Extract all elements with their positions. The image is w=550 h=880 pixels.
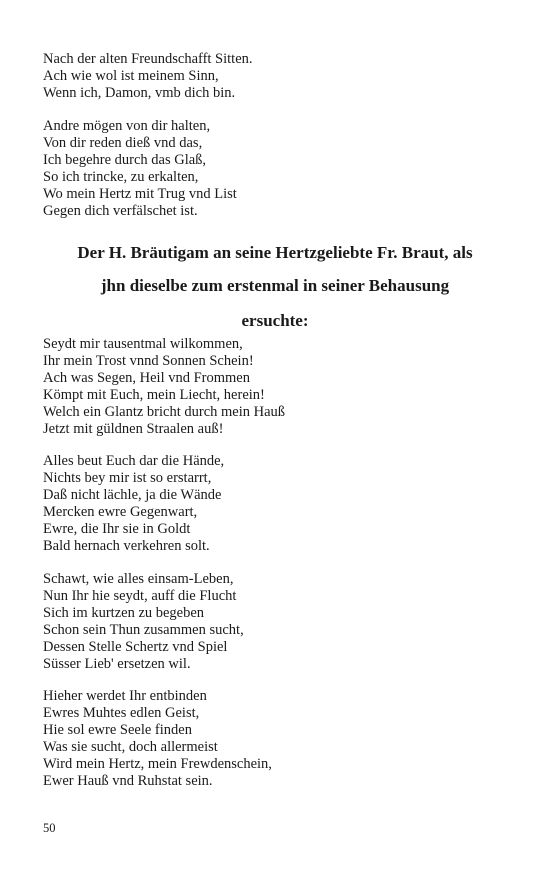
verse-line: Hie sol ewre Seele finden (43, 722, 192, 738)
verse-line: Hieher werdet Ihr entbinden (43, 688, 207, 704)
verse-line: Ich begehre durch das Glaß, (43, 152, 207, 168)
verse-line: Dessen Stelle Schertz vnd Spiel (43, 639, 228, 655)
verse-line: Ach wie wol ist meinem Sinn, (43, 68, 219, 84)
verse-line: Nun Ihr hie seydt, auff die Flucht (43, 588, 237, 604)
verse-line: Mercken ewre Gegenwart, (43, 504, 198, 520)
verse-line: Ach was Segen, Heil vnd Frommen (43, 370, 250, 386)
verse-line: Süsser Lieb' ersetzen wil. (43, 656, 191, 672)
verse-line: Wo mein Hertz mit Trug vnd List (43, 186, 237, 202)
verse-line: Schon sein Thun zusammen sucht, (43, 622, 244, 638)
verse-line: Andre mögen von dir halten, (43, 118, 211, 134)
verse-line: Ewre, die Ihr sie in Goldt (43, 521, 191, 537)
verse-line: So ich trincke, zu erkalten, (43, 169, 199, 185)
verse-line: Gegen dich verfälschet ist. (43, 203, 198, 219)
verse-line: Nichts bey mir ist so erstarrt, (43, 470, 212, 486)
verse-line: Nach der alten Freundschafft Sitten. (43, 51, 253, 67)
verse-line: Seydt mir tausentmal wilkommen, (43, 336, 243, 352)
verse-line: Wird mein Hertz, mein Frewdenschein, (43, 756, 272, 772)
verse-line: Jetzt mit güldnen Straalen auß! (43, 421, 224, 437)
verse-line: Daß nicht lächle, ja die Wände (43, 487, 222, 503)
verse-line: Alles beut Euch dar die Hände, (43, 453, 225, 469)
verse-line: Welch ein Glantz bricht durch mein Hauß (43, 404, 286, 420)
verse-line: Ihr mein Trost vnnd Sonnen Schein! (43, 353, 254, 369)
verse-line: Kömpt mit Euch, mein Liecht, herein! (43, 387, 265, 403)
verse-line: Bald hernach verkehren solt. (43, 538, 210, 554)
verse-line: Was sie sucht, doch allermeist (43, 739, 218, 755)
stanza-4 (43, 453, 224, 555)
verse-line: Von dir reden dieß vnd das, (43, 135, 203, 151)
verse-line: Ewer Hauß vnd Ruhstat sein. (43, 773, 213, 789)
stanza-6 (43, 688, 272, 790)
stanza-1 (43, 51, 253, 102)
poem-title-line-2: jhn dieselbe zum erstenmal in seiner Behausung (100, 276, 450, 295)
poem-title-line-3: ersuchte: (241, 311, 309, 330)
stanza-2 (43, 118, 237, 220)
stanza-3 (43, 336, 285, 438)
verse-line: Ewres Muhtes edlen Geist, (43, 705, 200, 721)
verse-line: Sich im kurtzen zu begeben (43, 605, 205, 621)
page-number: 50 (43, 821, 56, 835)
verse-line: Wenn ich, Damon, vmb dich bin. (43, 85, 236, 101)
stanza-5 (43, 571, 244, 673)
poem-title-line-1: Der H. Bräutigam an seine Hertzgeliebte Fr. Braut, als (77, 243, 473, 262)
verse-line: Schawt, wie alles einsam-Leben, (43, 571, 234, 587)
